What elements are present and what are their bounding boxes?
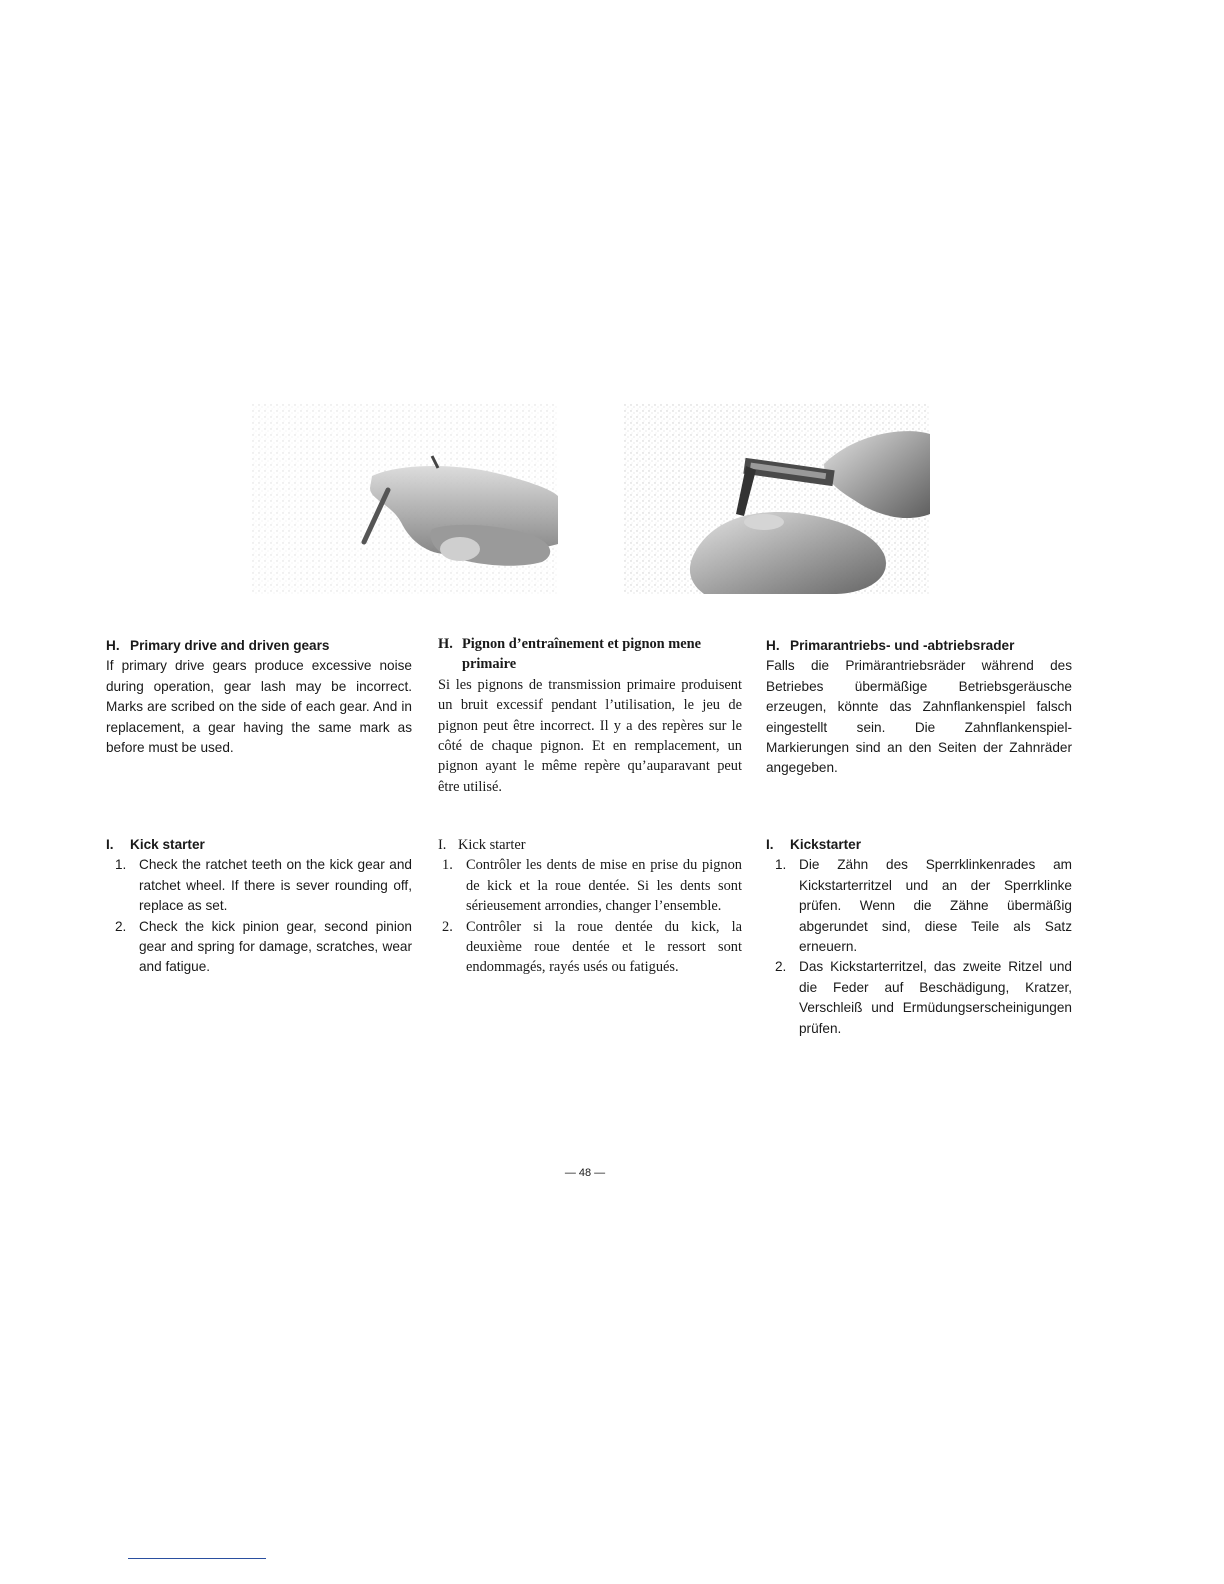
english-steps-list [106, 855, 412, 977]
german-steps-list [766, 855, 1072, 1039]
section-title-line1: Pignon d’entraînement et pignon mene [462, 636, 702, 652]
german-section-h [766, 636, 1072, 779]
page-number: — 48 — [564, 1167, 606, 1179]
section-title: Kickstarter [790, 837, 862, 852]
section-title: Primarantriebs- und -abtriebsrader [790, 638, 1015, 653]
list-item [106, 855, 412, 916]
step-number: 2. [115, 918, 127, 934]
calipers-photo-illustration [624, 404, 930, 594]
list-item [438, 917, 742, 978]
footnote-divider [128, 1558, 266, 1559]
french-section-i-heading [438, 835, 742, 855]
step-text: Das Kickstarterritzel, das zweite Ritzel und die Feder auf Beschädigung, Kratzer, Verschleiß und Ermüdungserscheinigungen prüfen. [799, 959, 1072, 1036]
german-section-h-body: Falls die Primärantriebsräder während des Betriebes übermäßige Betriebsgeräusche erzeugen, könnte das Zahnflankenspiel falsch eingestellt sein. Die Zahnflankenspiel-Markierungen sind an den Seiten der Zahnräder angegeben. [766, 658, 1072, 776]
section-letter: H. [106, 638, 120, 653]
step-number: 1. [775, 857, 787, 873]
french-section-i [438, 835, 742, 978]
english-section-h-body: If primary drive gears produce excessive noise during operation, gear lash may be incorrect. Marks are scribed on the side of each gear. And in replacement, a gear having the same mark as before must be used. [106, 658, 412, 756]
feeler-gauge-photo-illustration [252, 404, 558, 594]
french-section-h-body: Si les pignons de transmission primaire produisent un bruit excessif pendant l’utilisation, le jeu de pignon peut être incorrect. Il y a des repères sur le côté de chaque pignon. Et en remplacement, un pignon ayant le même repère qu’auparavant peut être utilisé. [438, 676, 742, 795]
step-number: 1. [442, 857, 453, 874]
french-section-h-heading [438, 634, 742, 654]
section-letter: H. [766, 638, 780, 653]
step-text: Die Zähn des Sperrklinkenrades am Kickstarterritzel und an der Sperrklinke prüfen. Wenn die Zähne übermäßig abgerundet sind, diese Teile als Satz erneuern. [799, 857, 1072, 955]
german-section-h-heading [766, 636, 1072, 656]
french-steps-list [438, 855, 742, 977]
step-number: 1. [115, 857, 127, 873]
step-text: Contrôler les dents de mise en prise du pignon de kick et la roue dentée. Si les dents sont sérieusement arrondies, changer l’ensemble. [466, 857, 742, 915]
list-item [106, 917, 412, 978]
section-letter: I. [106, 837, 114, 852]
section-letter: I. [766, 837, 774, 852]
step-text: Check the kick pinion gear, second pinion gear and spring for damage, scratches, wear and fatigue. [139, 918, 412, 975]
list-item [766, 957, 1072, 1039]
english-section-i [106, 835, 412, 978]
section-letter: H. [438, 636, 453, 652]
english-section-h [106, 636, 412, 758]
german-section-i [766, 835, 1072, 1039]
section-title-line2: primaire [462, 656, 517, 673]
section-title: Kick starter [458, 837, 526, 853]
english-section-h-heading [106, 636, 412, 656]
step-text: Contrôler si la roue dentée du kick, la deuxième roue dentée et le ressort sont endommagés, rayés usés ou fatigués. [466, 918, 742, 976]
step-text: Check the ratchet teeth on the kick gear and ratchet wheel. If there is sever rounding off, replace as set. [139, 857, 412, 914]
step-number: 2. [775, 959, 787, 975]
photo-feeler-gauge [252, 404, 558, 594]
section-letter: I. [438, 837, 447, 853]
german-section-i-heading [766, 835, 1072, 855]
list-item [766, 855, 1072, 957]
french-section-h [438, 634, 742, 797]
english-section-i-heading [106, 835, 412, 855]
photo-calipers [624, 404, 930, 594]
step-number: 2. [442, 918, 453, 935]
section-title: Kick starter [130, 837, 205, 852]
section-title: Primary drive and driven gears [130, 638, 330, 653]
list-item [438, 855, 742, 916]
